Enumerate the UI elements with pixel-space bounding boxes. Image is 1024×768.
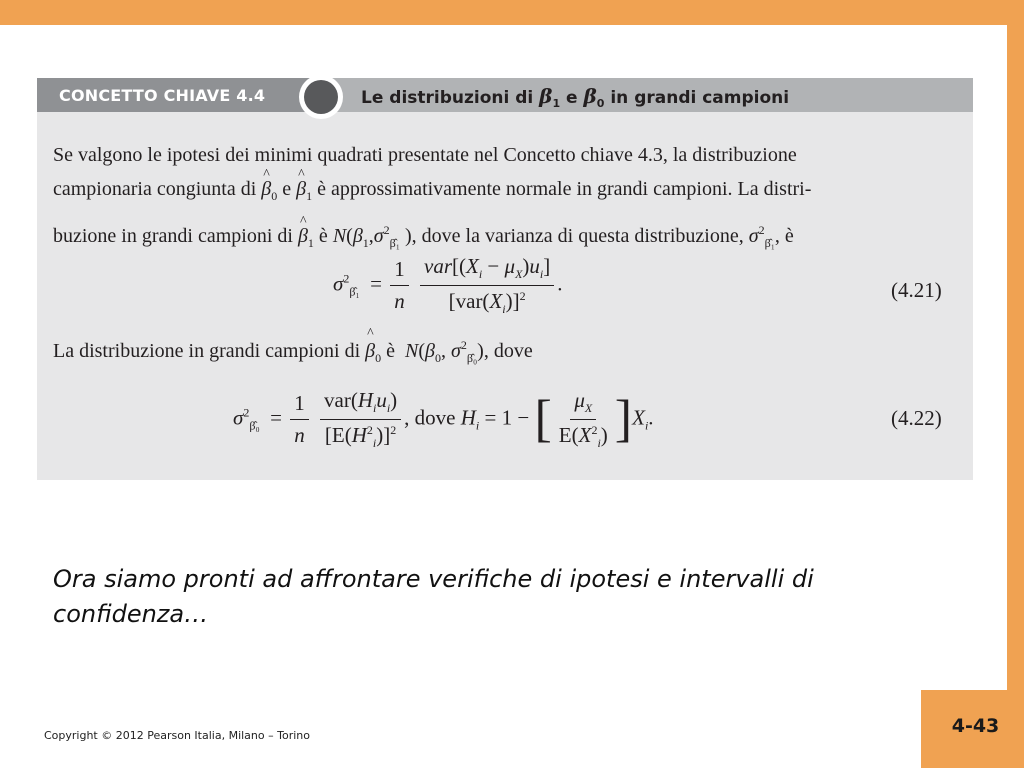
key-concept-label: CONCETTO CHIAVE 4.4 [59,86,266,105]
right-accent-bar [1007,0,1024,768]
copyright-notice: Copyright © 2012 Pearson Italia, Milano – Torino [44,729,310,742]
page-number: 4-43 [951,715,1000,737]
key-concept-paragraph: Se valgono le ipotesi dei minimi quadrati presentate nel Concetto chiave 4.3, la distribuzione campionaria congiunta di ^ $\beta_0$ e ^ $\beta_1$ è approssimativamente normale in grandi campioni. La distri- buzione in grandi campioni di ^ $\beta_1$ è $N(\beta_1,\sigma^2_{\betâ_1}$ ), dove la varianza di questa distribuzione, $\sigma^2_{\betâ_1}$, è [53,138,963,260]
page-number-box [921,690,1024,768]
key-concept-box [37,78,973,480]
equation-4-22: $\sigma^2_{\betâ_0}$ = $\frac{1}{n}$ $\frac{var(H_iu_i)}{[E(H^2_i)]^2}$ , dove $H_i = 1$ − [ $\frac{\mu_X}{E(X^2_i)}$ ]$X_i$. [233,388,654,450]
slide-caption: Ora siamo pronti ad affrontare verifiche di ipotesi e intervalli di confidenza… [53,565,814,628]
mid-sentence: La distribuzione in grandi campioni di ^ $\beta_0$ è $N(\beta_0$, $\sigma^2_{\betâ_0}$), dove [53,338,533,366]
equation-4-21: $\sigma^2_{\betâ_1}$ = $\frac{1}{n}$ $\frac{var[(X_i - \mu_X)u_i]}{[var(X_i)]^2}$ . [333,254,563,316]
equation-number-4-21: (4.21) [891,278,942,302]
top-accent-bar [0,0,1024,25]
equation-number-4-22: (4.22) [891,406,942,430]
key-concept-title: Le distribuzioni di $\beta_1$ e $\beta_0$ in grandi campioni [361,84,790,110]
circle-badge [304,80,338,114]
